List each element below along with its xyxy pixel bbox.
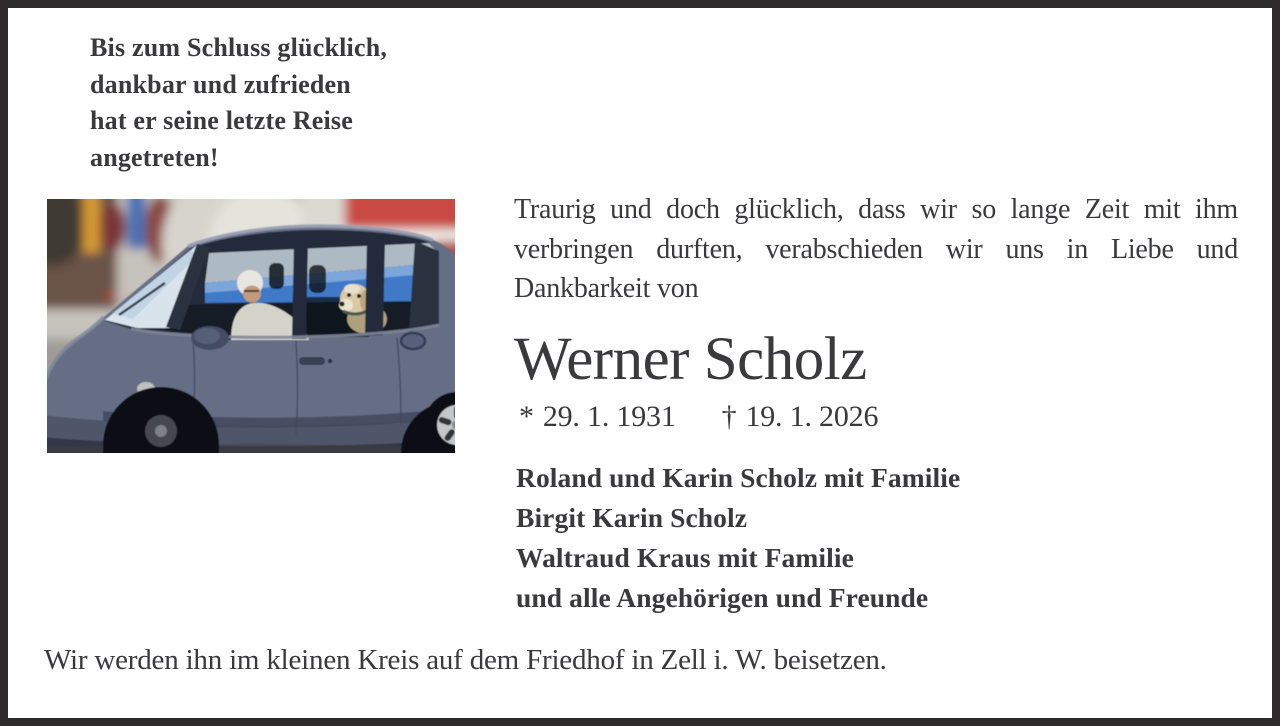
opening-verse bbox=[90, 30, 387, 176]
opening-line: angetreten! bbox=[90, 142, 219, 172]
intro-line: Dankbarkeit von bbox=[514, 273, 699, 304]
death-date bbox=[722, 400, 879, 433]
opening-line: dankbar und zufrieden bbox=[90, 69, 351, 99]
memorial-photo bbox=[47, 199, 455, 453]
mourner-line: Waltraud Kraus mit Familie bbox=[516, 542, 854, 573]
died-cross-symbol: † bbox=[721, 400, 737, 433]
mourner-line: und alle Angehörigen und Freunde bbox=[516, 582, 929, 613]
intro-text bbox=[514, 190, 1238, 309]
opening-line: hat er seine letzte Reise bbox=[90, 106, 353, 135]
deceased-name: Werner Scholz bbox=[514, 326, 867, 393]
intro-line: verbringen durften, verabschieden wir uns in Liebe und bbox=[514, 233, 1238, 265]
mourners-list bbox=[516, 458, 960, 618]
death-date-value: 19. 1. 2026 bbox=[745, 400, 879, 433]
birth-date bbox=[519, 400, 676, 433]
car-photo-illustration bbox=[47, 199, 455, 453]
mourner-line: Roland und Karin Scholz mit Familie bbox=[516, 462, 961, 493]
opening-line: Bis zum Schluss glücklich, bbox=[90, 33, 388, 62]
born-symbol: * bbox=[519, 400, 534, 433]
front-door-handle bbox=[299, 357, 325, 365]
intro-line: Traurig und doch glücklich, dass wir so lange Zeit mit ihm bbox=[514, 194, 1238, 225]
life-dates bbox=[519, 400, 878, 434]
mourner-line: Birgit Karin Scholz bbox=[516, 502, 748, 533]
closing-line: Wir werden ihn im kleinen Kreis auf dem Friedhof in Zell i. W. beisetzen. bbox=[44, 644, 887, 676]
birth-date-value: 29. 1. 1931 bbox=[542, 400, 676, 433]
